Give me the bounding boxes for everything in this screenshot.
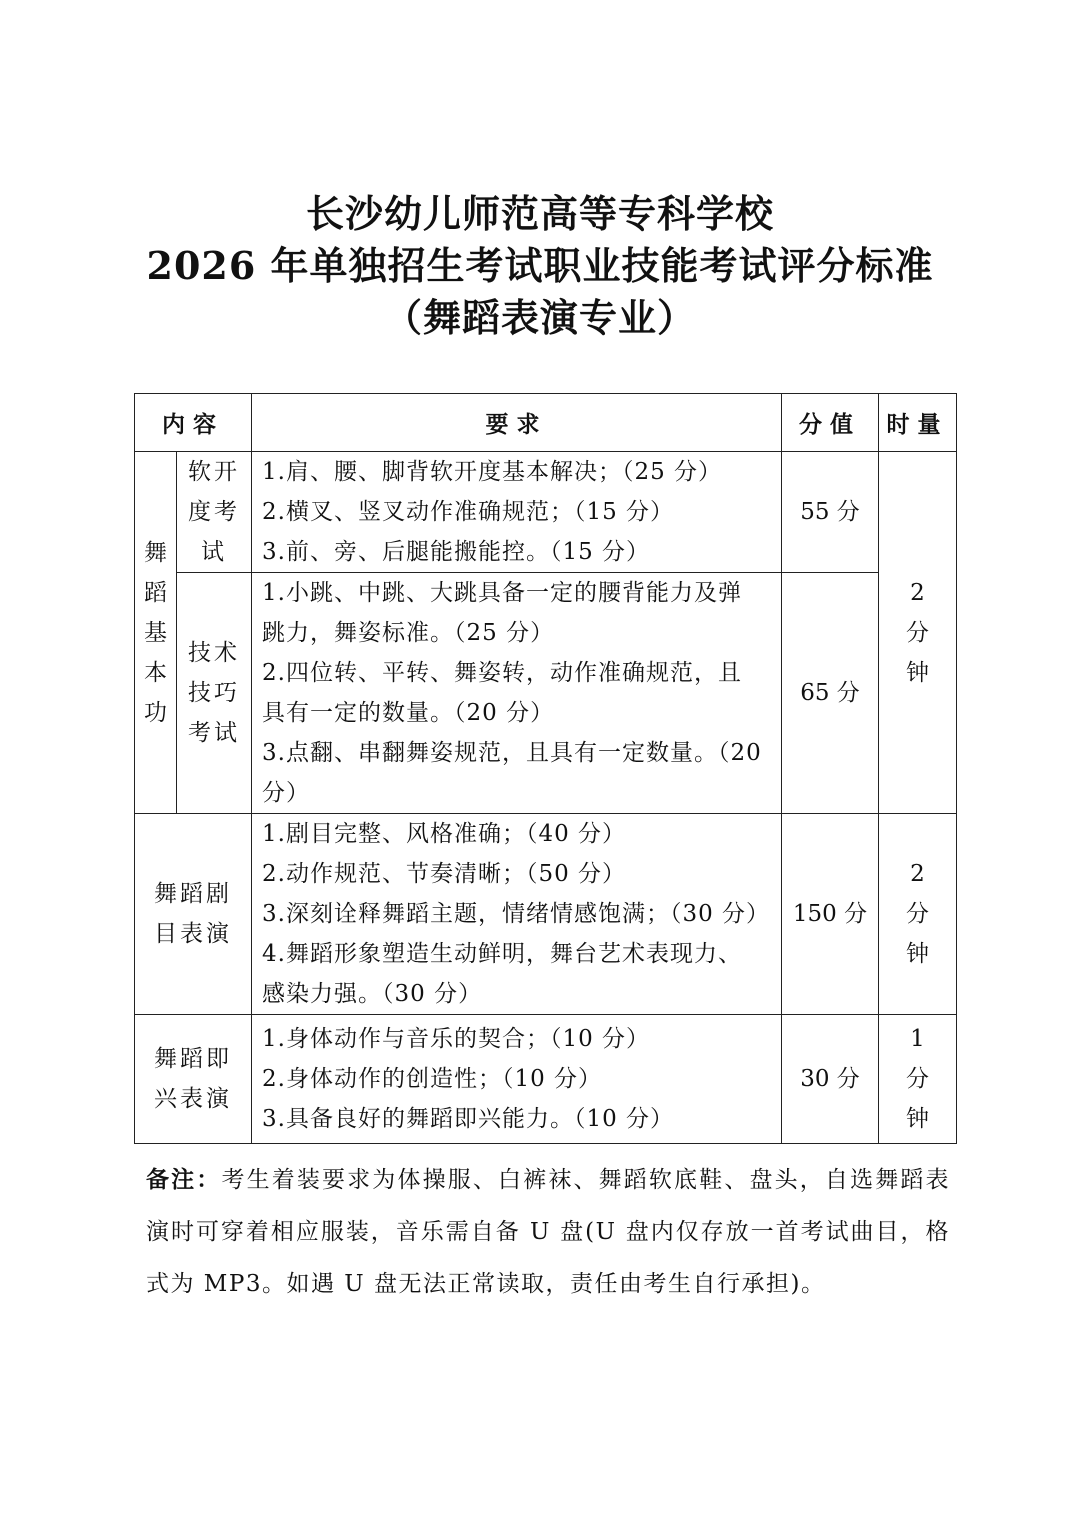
improv-duration: 1 分 钟 [879, 1015, 957, 1144]
document-title [0, 188, 1080, 344]
title-standard: 2026 年单独招生考试职业技能考试评分标准 [146, 243, 934, 288]
table-row-repertoire [135, 814, 957, 1015]
remarks-label: 备注： [146, 1166, 222, 1193]
improv-requirements: 1.身体动作与音乐的契合；（10 分） 2.身体动作的创造性；（10 分） 3.具备良好的舞蹈即兴能力。（10 分） [252, 1015, 782, 1144]
flexibility-label: 软开 度考 试 [177, 452, 252, 573]
basic-skills-label: 舞 蹈 基 本 功 [135, 452, 177, 814]
table-row-flexibility [135, 452, 957, 573]
technique-label: 技术 技巧 考试 [177, 573, 252, 814]
header-score: 分值 [782, 394, 879, 452]
header-row [135, 394, 957, 452]
repertoire-label: 舞蹈剧 目表演 [135, 814, 252, 1015]
scoring-table [134, 393, 957, 1144]
title-school: 长沙幼儿师范高等专科学校 [305, 191, 774, 236]
header-content: 内容 [135, 394, 252, 452]
table-row-technique [135, 573, 957, 814]
flexibility-score: 55 分 [782, 452, 879, 573]
repertoire-duration: 2 分 钟 [879, 814, 957, 1015]
title-major: （舞蹈表演专业） [383, 295, 696, 340]
header-duration: 时量 [879, 394, 957, 452]
basic-skills-duration: 2 分 钟 [879, 452, 957, 814]
flexibility-requirements: 1.肩、腰、脚背软开度基本解决；（25 分） 2.横叉、竖叉动作准确规范；（15 分） 3.前、旁、后腿能搬能控。（15 分） [252, 452, 782, 573]
repertoire-score: 150 分 [782, 814, 879, 1015]
table-row-improv [135, 1015, 957, 1144]
improv-score: 30 分 [782, 1015, 879, 1144]
improv-label: 舞蹈即 兴表演 [135, 1015, 252, 1144]
technique-score: 65 分 [782, 573, 879, 814]
remarks [146, 1154, 950, 1310]
technique-requirements: 1.小跳、中跳、大跳具备一定的腰背能力及弹 跳力，舞姿标准。（25 分） 2.四位转、平转、舞姿转，动作准确规范，且 具有一定的数量。（20 分） 3.点翻、串翻舞姿规范，且具有一定数量。（20 分） [252, 573, 782, 814]
remarks-text: 考生着装要求为体操服、白裤袜、舞蹈软底鞋、盘头，自选舞蹈表演时可穿着相应服装，音乐需自备 U 盘(U 盘内仅存放一首考试曲目，格式为 MP3。如遇 U 盘无法正常读取，责任由考生自行承担)。 [146, 1167, 951, 1297]
header-requirement: 要求 [252, 394, 782, 452]
repertoire-requirements: 1.剧目完整、风格准确；（40 分） 2.动作规范、节奏清晰；（50 分） 3.深刻诠释舞蹈主题，情绪情感饱满；（30 分） 4.舞蹈形象塑造生动鲜明，舞台艺术表现力、 感染力强。（30 分） [252, 814, 782, 1015]
